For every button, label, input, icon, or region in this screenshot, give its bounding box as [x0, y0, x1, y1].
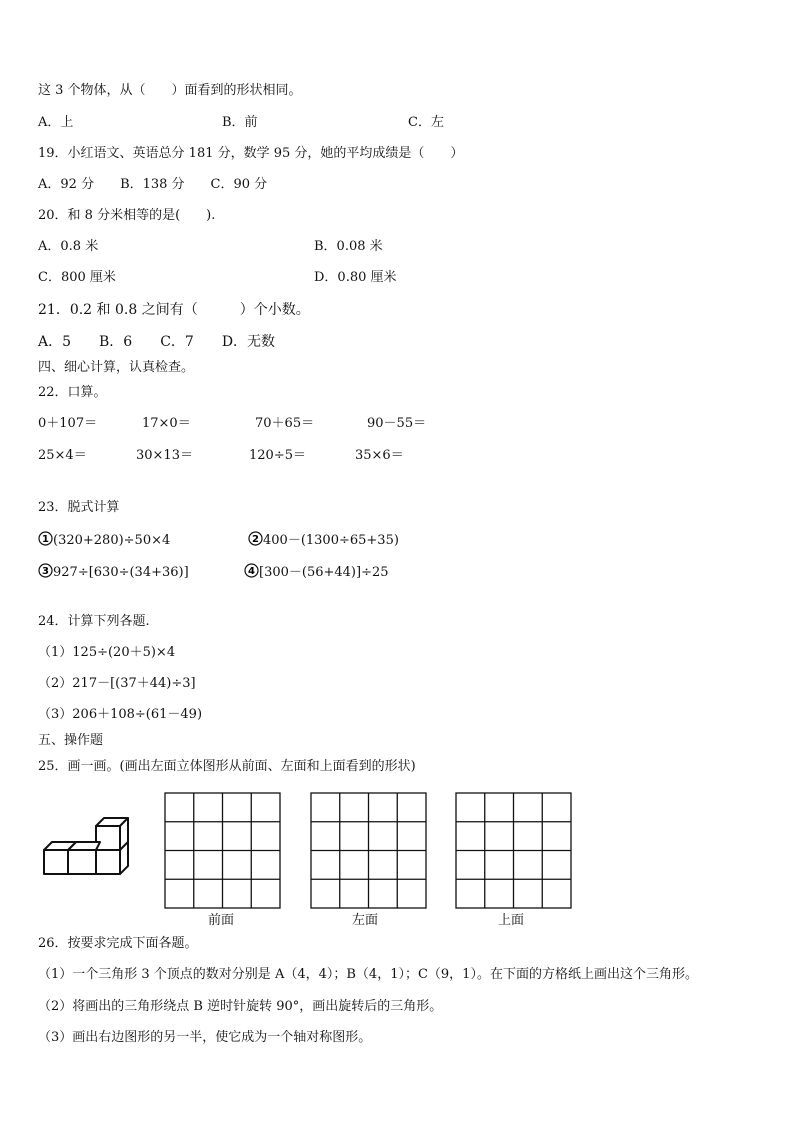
svg-text:3: 3	[42, 566, 49, 577]
q20-stem: 20．和 8 分米相等的是( ).	[38, 208, 216, 223]
q23-expression-1: (320+280)÷50×4	[53, 533, 171, 548]
q26-item-3: （3）画出右边图形的另一半，使它成为一个轴对称图形。	[38, 1030, 372, 1045]
svg-text:4: 4	[248, 566, 255, 577]
q25-title: 25．画一画。(画出左面立体图形从前面、左面和上面看到的形状)	[38, 759, 416, 774]
q20-option-d[interactable]: D．0.80 厘米	[314, 270, 397, 285]
q24-item-1: （1）125÷(20＋5)×4	[38, 645, 176, 660]
circled-number-1-icon	[38, 531, 53, 546]
q26-item-1: （1）一个三角形 3 个顶点的数对分别是 A（4，4）；B（4，1）；C（9，1）。在下面的方格纸上画出这个三角形。	[38, 967, 698, 982]
q18-option-a[interactable]: A．上	[38, 115, 74, 130]
q24-item-2: （2）217－[(37＋44)÷3]	[38, 676, 196, 691]
circled-number-2-icon	[248, 531, 263, 546]
q23-item-1	[38, 531, 170, 549]
front-view-grid[interactable]	[164, 792, 282, 910]
q20-option-a[interactable]: A．0.8 米	[38, 239, 99, 254]
q22-title: 22．口算。	[38, 385, 107, 400]
q20-option-c[interactable]: C．800 厘米	[38, 270, 116, 285]
svg-text:2: 2	[252, 534, 259, 545]
q23-expression-3: 927÷[630÷(34+36)]	[53, 565, 189, 580]
left-view-grid[interactable]	[310, 792, 428, 910]
top-view-label: 上面	[498, 913, 525, 928]
top-view-grid[interactable]	[455, 792, 573, 910]
q18-stem: 这 3 个物体，从（ ）面看到的形状相同。	[38, 83, 302, 98]
circled-number-4-icon	[244, 563, 259, 578]
q23-item-2	[248, 531, 399, 549]
q26-title: 26．按要求完成下面各题。	[38, 936, 198, 951]
section-5-heading: 五、操作题	[38, 733, 104, 748]
q23-expression-2: 400－(1300÷65+35)	[263, 533, 399, 548]
q22-item: 17×0＝	[142, 416, 191, 431]
circled-number-3-icon	[38, 563, 53, 578]
q21-stem: 21．0.2 和 0.8 之间有（ ）个小数。	[38, 302, 310, 318]
left-view-label: 左面	[352, 913, 379, 928]
q22-item: 70＋65＝	[255, 416, 315, 431]
q22-item: 35×6＝	[355, 448, 404, 463]
q18-option-c[interactable]: C．左	[408, 115, 444, 130]
q23-expression-4: [300－(56+44)]÷25	[259, 565, 389, 580]
q22-item: 120÷5＝	[249, 448, 306, 463]
q22-item: 25×4＝	[38, 448, 87, 463]
q24-item-3: （3）206＋108÷(61－49)	[38, 707, 203, 722]
q19-stem: 19．小红语文、英语总分 181 分，数学 95 分，她的平均成绩是（ ）	[38, 146, 464, 161]
q21-options[interactable]: A．5 B．6 C．7 D．无数	[38, 334, 276, 350]
q20-option-b[interactable]: B．0.08 米	[314, 239, 383, 254]
q19-options[interactable]: A．92 分 B．138 分 C．90 分	[38, 177, 268, 192]
q23-title: 23．脱式计算	[38, 500, 120, 515]
svg-text:1: 1	[42, 534, 49, 545]
q22-item: 30×13＝	[136, 448, 193, 463]
q22-item: 90－55＝	[367, 416, 427, 431]
cube-stack-figure	[40, 814, 132, 884]
q26-item-2: （2）将画出的三角形绕点 B 逆时针旋转 90°，画出旋转后的三角形。	[38, 999, 443, 1014]
q18-option-b[interactable]: B．前	[222, 115, 258, 130]
q22-item: 0＋107＝	[38, 416, 98, 431]
q23-item-4	[244, 563, 389, 581]
front-view-label: 前面	[208, 913, 235, 928]
q23-item-3	[38, 563, 189, 581]
q24-title: 24．计算下列各题.	[38, 614, 150, 629]
section-4-heading: 四、细心计算，认真检查。	[38, 360, 195, 375]
